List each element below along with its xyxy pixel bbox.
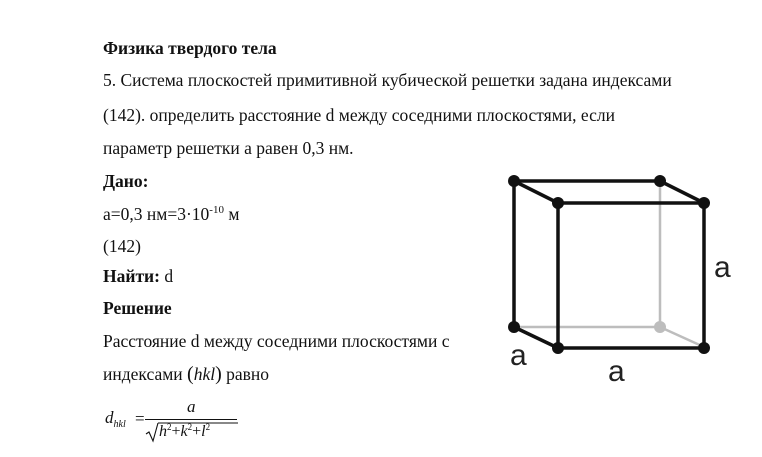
lattice-point [698, 197, 710, 209]
given-a-exponent: -10 [209, 204, 224, 216]
den-h-exp: 2 [167, 422, 172, 432]
section-title: Физика твердого тела [103, 38, 277, 58]
find-line [103, 265, 173, 287]
lattice-point [552, 342, 564, 354]
lattice-point [654, 175, 666, 187]
den-plus-2: + [192, 423, 202, 440]
cube-visible-edges [514, 181, 704, 348]
edge-label-bottom: a [608, 355, 625, 388]
problem-line-3: параметр решетки а равен 0,3 нм. [103, 138, 354, 158]
fraction-bar [145, 419, 237, 420]
solution-line-2-text: индексами [103, 364, 188, 384]
lattice-point [552, 197, 564, 209]
hidden-lattice-point [654, 321, 666, 333]
hidden-edge-right-bottom [660, 327, 704, 347]
lattice-point [508, 175, 520, 187]
den-k-exp: 2 [187, 422, 193, 432]
paren-open: ( [187, 363, 194, 385]
lattice-point [698, 342, 710, 354]
den-l-exp: 2 [205, 422, 211, 432]
solution-line-1: Расстояние d между соседними плоскостями с [103, 331, 450, 351]
solution-heading: Решение [103, 298, 172, 318]
solution-line-2-tail: равно [221, 364, 270, 384]
den-h: h [159, 423, 167, 440]
formula-lhs [105, 408, 126, 430]
solution-line-2 [103, 363, 269, 385]
formula-d: d [105, 408, 114, 427]
formula-equals: = [135, 409, 145, 428]
formula-lhs-subscript: hkl [113, 419, 126, 430]
given-a-text: а=0,3 нм=3·10 [103, 204, 210, 224]
lattice-point [508, 321, 520, 333]
given-indices: (142) [103, 236, 141, 256]
given-heading: Дано: [103, 171, 149, 191]
square-root-sign-icon [145, 421, 159, 443]
find-value: d [159, 266, 174, 286]
interplanar-distance-formula [105, 397, 265, 447]
problem-line-2: (142). определить расстояние d между соседними плоскостями, если [103, 105, 615, 125]
hkl-indices: hkl [193, 364, 216, 384]
den-k: k [180, 423, 188, 440]
formula-numerator: a [187, 397, 196, 416]
den-l: l [201, 423, 206, 440]
cubic-lattice-figure [490, 160, 750, 390]
given-lattice-parameter [103, 203, 239, 228]
given-a-unit: м [223, 204, 240, 224]
den-plus-1: + [171, 423, 181, 440]
paren-close: ) [215, 363, 222, 385]
edge-label-right: a [714, 251, 731, 284]
find-label: Найти: [103, 266, 160, 286]
problem-line-1: 5. Система плоскостей примитивной кубической решетки задана индексами [103, 70, 672, 90]
square-root-overline [158, 422, 258, 426]
edge-label-left: a [510, 339, 527, 372]
